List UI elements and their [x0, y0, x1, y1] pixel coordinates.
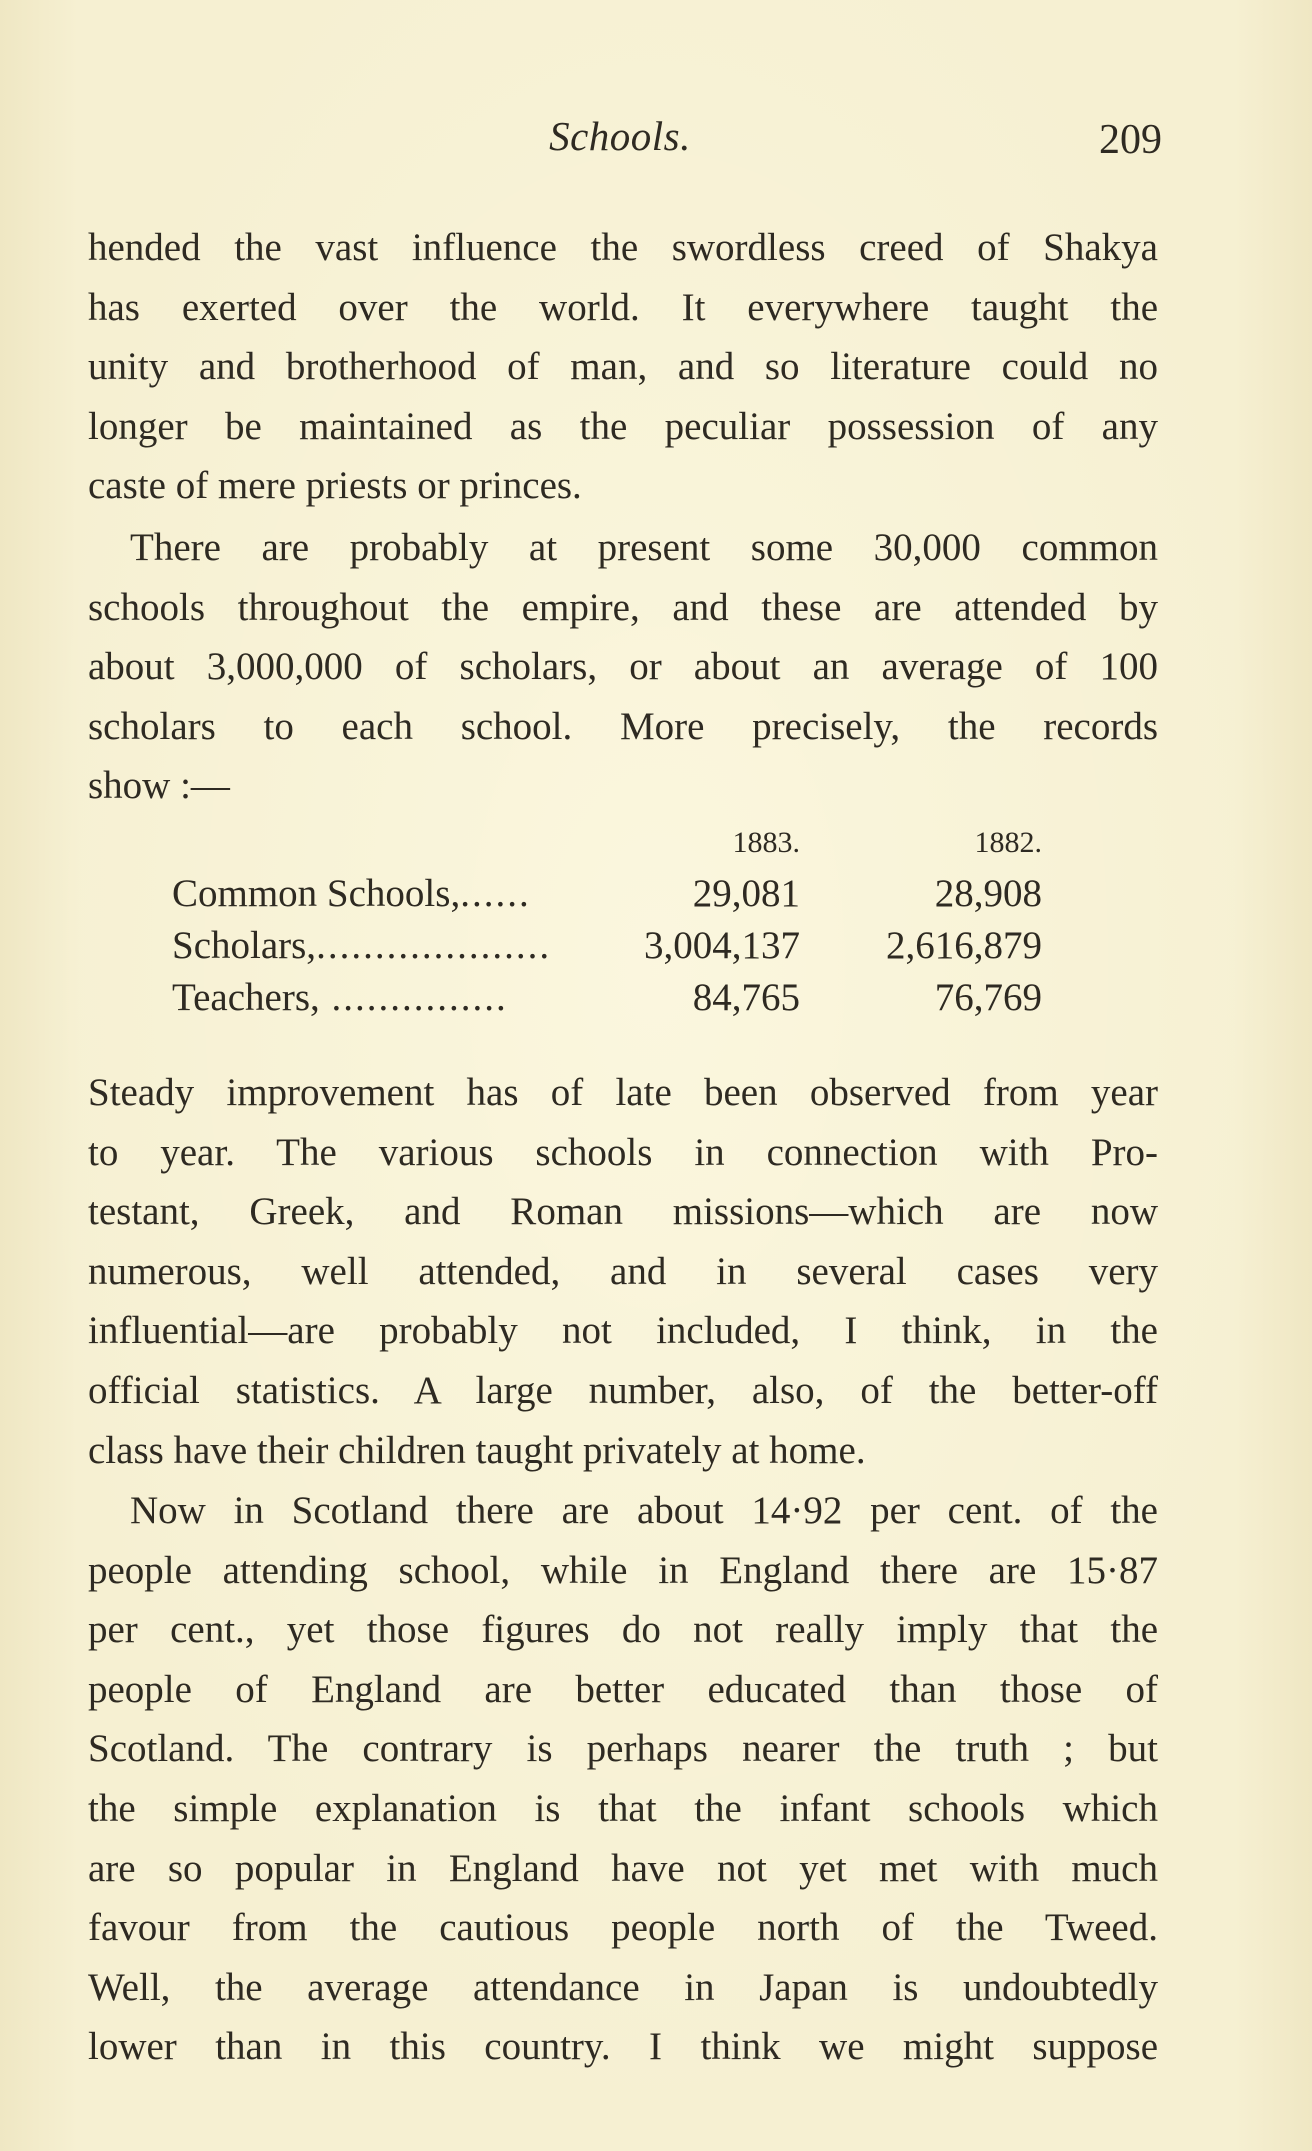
text-line: caste of mere priests or princes. [88, 464, 582, 508]
table-row [172, 972, 1082, 1024]
row-label: Common Schools, [172, 872, 461, 915]
row-label: Teachers, [172, 976, 320, 1019]
text-line: schools throughout the empire, and these are attended by [88, 585, 1158, 629]
text-line: has exerted over the world. It everywhere taught the [88, 285, 1158, 329]
text-line: about 3,000,000 of scholars, or about an average of 100 [88, 645, 1158, 689]
leader-dots: ............... [319, 976, 508, 1019]
text-line: to year. The various schools in connection with Pro- [88, 1130, 1158, 1174]
value-1883: 84,765 [692, 976, 800, 1019]
table-row [172, 920, 1082, 972]
running-title: Schools. [549, 113, 691, 159]
text-line: influential—are probably not included, I think, in the [88, 1309, 1158, 1353]
column-header-1883: 1883. [732, 826, 800, 859]
leader-dots: .................... [316, 924, 552, 967]
text-line: show :— [88, 764, 230, 808]
text-line: the simple explanation is that the infant schools which [88, 1786, 1158, 1830]
text-line: testant, Greek, and Roman missions—which are now [88, 1190, 1158, 1234]
paragraph-4 [88, 1481, 1158, 2077]
text-line: favour from the cautious people north of the Tweed. [88, 1906, 1158, 1950]
text-line: There are probably at present some 30,000 common [130, 526, 1158, 569]
text-line: people of England are better educated than those of [88, 1667, 1158, 1711]
text-line: Now in Scotland there are about 14·92 per cent. of the [130, 1489, 1158, 1532]
text-line: per cent., yet those figures do not really imply that the [88, 1608, 1158, 1652]
paragraph-2 [88, 518, 1158, 816]
value-1882: 76,769 [934, 976, 1042, 1019]
text-line: are so popular in England have not yet met with much [88, 1846, 1158, 1890]
text-line: official statistics. A large number, also, of the better-off [88, 1368, 1158, 1412]
text-line: Steady improvement has of late been observed from year [88, 1071, 1158, 1114]
text-line: Well, the average attendance in Japan is undoubtedly [88, 1965, 1158, 2009]
text-line: numerous, well attended, and in several cases very [88, 1249, 1158, 1293]
text-line: lower than in this country. I think we might suppose [88, 2025, 1158, 2069]
text-line: people attending school, while in England there are 15·87 [88, 1548, 1158, 1592]
column-header-1882: 1882. [974, 826, 1042, 859]
table-header-row [172, 818, 1082, 868]
row-label: Scholars, [172, 924, 317, 967]
paragraph-3 [88, 1063, 1158, 1480]
table-row [172, 868, 1082, 920]
leader-dots: ...... [460, 872, 531, 915]
text-line: class have their children taught privately at home. [88, 1428, 866, 1472]
text-line: scholars to each school. More precisely, the records [88, 704, 1158, 748]
value-1882: 2,616,879 [886, 924, 1042, 967]
paragraph-1 [88, 218, 1158, 516]
text-line: unity and brotherhood of man, and so literature could no [88, 345, 1158, 389]
text-line: Scotland. The contrary is perhaps nearer the truth ; but [88, 1727, 1158, 1771]
value-1882: 28,908 [934, 872, 1042, 915]
text-line: hended the vast influence the swordless creed of Shakya [88, 226, 1158, 269]
page-number: 209 [1099, 117, 1162, 163]
text-line: longer be maintained as the peculiar possession of any [88, 404, 1158, 448]
value-1883: 29,081 [692, 872, 800, 915]
statistics-table [172, 818, 1082, 1024]
value-1883: 3,004,137 [644, 924, 800, 967]
